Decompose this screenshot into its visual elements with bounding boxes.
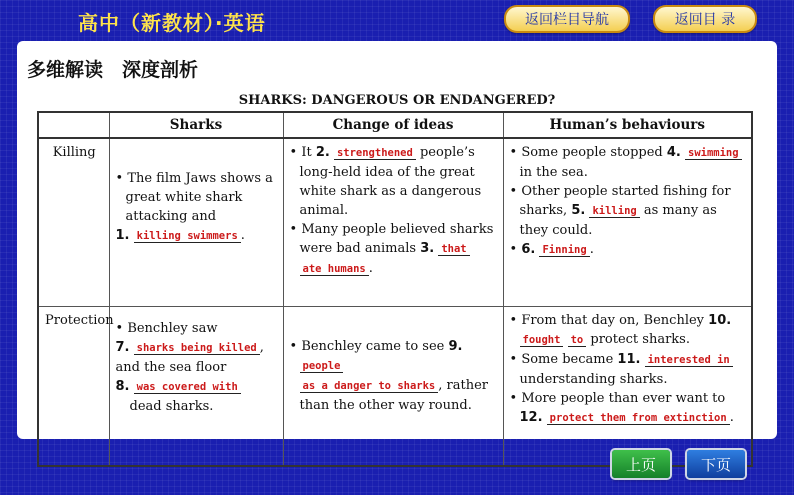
back-to-column-button[interactable]: 返回栏目导航 [504, 5, 630, 33]
bullet-item: • From that day on, Benchley 10. fought to protect sharks. [509, 313, 732, 347]
content-panel [17, 41, 777, 439]
blank-number: 1. [115, 228, 130, 243]
table-header-row [38, 112, 752, 138]
cell-killing-human [503, 138, 752, 307]
blank-line-8 [116, 377, 278, 397]
text-line: dead sharks. [129, 399, 214, 414]
blank-number: 11. [617, 352, 641, 367]
answer-9a: people [300, 360, 344, 373]
column-header-human-behaviours: Human’s behaviours [503, 112, 752, 138]
column-header-sharks: Sharks [109, 112, 283, 138]
text: Many people believed sharks were bad animals [299, 222, 494, 256]
blank-number: 12. [519, 410, 543, 425]
course-title: 高中（新教材）·英语 [78, 11, 266, 35]
bullet-item: • The film Jaws shows a great white shark attacking and [115, 171, 273, 224]
blank-line [290, 259, 498, 279]
blank-number: 4. [666, 145, 681, 160]
blank-number: 8. [115, 379, 130, 394]
bullet-item: • It 2. strengthened people’s long-held idea of the great white shark as a dangerous animal. [289, 145, 482, 218]
bullet-item: • Benchley came to see 9. people [289, 339, 463, 372]
text: More people than ever want to [521, 391, 726, 406]
bullet-item: • Other people started fishing for sharks, 5. killing as many as they could. [509, 184, 731, 238]
text: understanding sharks. [519, 372, 668, 387]
blank-number: 7. [115, 340, 130, 355]
text: Other people started fishing for sharks, [519, 184, 731, 218]
text: From that day on, Benchley [521, 313, 705, 328]
text: protect sharks. [590, 332, 690, 347]
worksheet-table [37, 111, 753, 467]
answer-2: strengthened [334, 147, 416, 160]
answer-11: interested in [645, 354, 733, 367]
next-page-button[interactable]: 下页 [687, 450, 745, 478]
answer-4: swimming [685, 147, 742, 160]
bullet-item: • Many people believed sharks were bad animals 3. that [289, 222, 494, 256]
bullet-item: • Some people stopped 4. swimming in the sea. [510, 143, 747, 182]
cell-protection-change [283, 307, 503, 467]
row-label-killing: Killing [38, 138, 109, 307]
period: . [240, 228, 245, 243]
cell-protection-sharks [109, 307, 283, 467]
blank-line-12 [510, 408, 747, 428]
text: , and the sea floor [115, 340, 264, 375]
bullet-item: • Some became 11. interested in understanding sharks. [510, 350, 747, 389]
column-header [38, 112, 109, 138]
text: as many as they could. [519, 203, 717, 238]
bullet-item: • More people than ever want to [509, 391, 726, 406]
blank-line-9 [290, 376, 498, 415]
table-row-protection [38, 307, 752, 467]
answer-12: protect them from extinction [547, 412, 730, 425]
blank-number: 5. [571, 203, 586, 218]
worksheet-title: SHARKS: DANGEROUS OR ENDANGERED? [238, 93, 556, 108]
text: Benchley came to see [301, 339, 445, 354]
column-header-change-of-ideas: Change of ideas [283, 112, 503, 138]
blank-line-7 [116, 338, 278, 377]
text: in the sea. [519, 165, 588, 180]
text: It [301, 145, 312, 160]
text: , rather than the other way round. [299, 378, 488, 413]
answer-10a: fought [520, 334, 564, 347]
answer-5: killing [589, 205, 639, 218]
text: Some became [521, 352, 614, 367]
answer-8: was covered with [134, 381, 241, 394]
blank-number: 2. [315, 145, 330, 160]
text: The film Jaws shows a great white shark attacking and [125, 171, 273, 224]
period: . [729, 410, 734, 425]
blank-line-1 [116, 226, 278, 246]
answer-6: Finning [539, 244, 589, 257]
answer-10b: to [568, 334, 587, 347]
answer-3b: ate humans [300, 263, 369, 276]
previous-page-button[interactable]: 上页 [612, 450, 670, 478]
answer-3a: that [438, 243, 469, 256]
blank-number: 3. [420, 241, 435, 256]
back-to-contents-button[interactable]: 返回目 录 [653, 5, 757, 33]
bullet-item: • 6. Finning . [509, 242, 594, 257]
answer-9b: as a danger to sharks [300, 380, 439, 393]
section-title: 多维解读 深度剖析 [27, 59, 199, 81]
table-row-killing [38, 138, 752, 307]
answer-7: sharks being killed [134, 342, 260, 355]
period: . [589, 242, 594, 257]
bullet-item: • Benchley saw [115, 321, 218, 336]
blank-number: 10. [708, 313, 732, 328]
period: . [368, 261, 373, 276]
answer-1: killing swimmers [134, 230, 241, 243]
top-bar [0, 0, 794, 40]
text: people’s long-held idea of the great white shark as a dangerous animal. [299, 145, 482, 218]
row-label-protection: Protection [38, 307, 109, 467]
text: Benchley saw [127, 321, 218, 336]
cell-protection-human [503, 307, 752, 467]
text: Some people stopped [521, 145, 663, 160]
blank-number: 6. [521, 242, 536, 257]
cell-killing-change [283, 138, 503, 307]
blank-number: 9. [448, 339, 463, 354]
cell-killing-sharks [109, 138, 283, 307]
